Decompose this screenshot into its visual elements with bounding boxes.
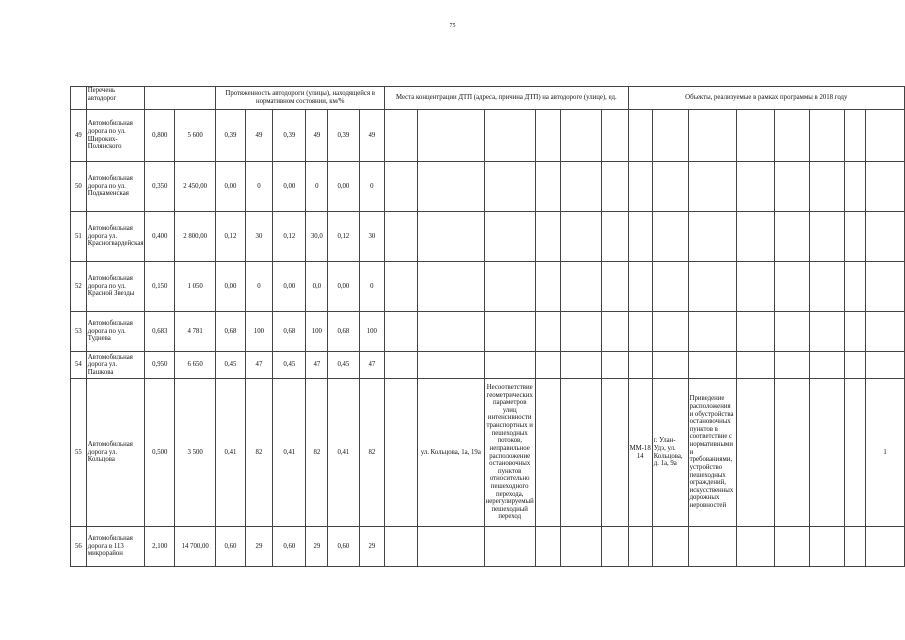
cell-empty <box>601 110 628 162</box>
cell-empty <box>560 162 601 212</box>
cell-empty <box>535 352 560 379</box>
cell-empty <box>844 212 865 262</box>
table-row <box>71 110 905 162</box>
cell-obj-addr <box>652 162 688 212</box>
cell-empty <box>560 527 601 567</box>
cell-obj-count <box>866 352 905 379</box>
cell-c6: 49 <box>359 110 385 162</box>
cell-obj-desc <box>688 352 736 379</box>
cell-empty <box>560 312 601 352</box>
cell-name: Автомобильная дорога в 113 микрорайон <box>86 527 145 567</box>
header-row <box>71 87 905 110</box>
cell-name: Автомобильная дорога ул. Красногвардейская <box>86 212 145 262</box>
cell-acc-addr <box>417 212 484 262</box>
cell-acc-reason <box>484 212 535 262</box>
cell-empty <box>385 352 418 379</box>
cell-obj-addr <box>652 352 688 379</box>
cell-c4: 0,0 <box>306 262 328 312</box>
cell-empty <box>560 262 601 312</box>
cell-c1: 0,39 <box>216 110 245 162</box>
cell-empty <box>736 212 775 262</box>
cell-empty <box>844 312 865 352</box>
cell-empty <box>385 379 418 527</box>
cell-c6: 29 <box>359 527 385 567</box>
cell-empty <box>844 352 865 379</box>
cell-empty <box>775 379 810 527</box>
cell-c1: 0,00 <box>216 162 245 212</box>
cell-empty <box>385 110 418 162</box>
cell-empty <box>736 312 775 352</box>
cell-empty <box>775 312 810 352</box>
cell-empty <box>775 527 810 567</box>
cell-empty <box>844 527 865 567</box>
cell-c2: 30 <box>245 212 272 262</box>
table-row <box>71 212 905 262</box>
cell-c5: 0,68 <box>328 312 359 352</box>
cell-acc-reason: Несоответствие геометрических параметров улиц интенсивности транспортных и пешеходных потоков, неправильное расположение остановочных пунктов относительно пешеходного перехода, нерегулируемый пешеходный переход <box>484 379 535 527</box>
cell-empty <box>601 312 628 352</box>
cell-len: 0,500 <box>145 379 175 527</box>
cell-acc-reason <box>484 312 535 352</box>
cell-c2: 29 <box>245 527 272 567</box>
cell-len: 0,400 <box>145 212 175 262</box>
cell-obj-desc <box>688 527 736 567</box>
cell-empty <box>535 110 560 162</box>
cell-empty <box>775 110 810 162</box>
cell-acc-addr <box>417 312 484 352</box>
cell-len: 0,150 <box>145 262 175 312</box>
cell-empty <box>535 527 560 567</box>
list-title: Перечень автодорог <box>86 87 145 110</box>
cell-empty <box>535 212 560 262</box>
cell-obj-addr <box>652 527 688 567</box>
cell-empty <box>809 110 844 162</box>
cell-len: 0,950 <box>145 352 175 379</box>
cell-c6: 82 <box>359 379 385 527</box>
cell-num: 53 <box>71 312 87 352</box>
cell-empty <box>775 162 810 212</box>
cell-c1: 0,68 <box>216 312 245 352</box>
cell-name: Автомобильная дорога ул. Пашкова <box>86 352 145 379</box>
cell-c3: 0,60 <box>273 527 306 567</box>
cell-obj-count: 1 <box>866 379 905 527</box>
table-row <box>71 262 905 312</box>
cell-obj-code <box>628 162 652 212</box>
cell-acc-reason <box>484 162 535 212</box>
cell-obj-desc <box>688 212 736 262</box>
cell-obj-count <box>866 312 905 352</box>
cell-empty <box>601 162 628 212</box>
cell-acc-reason <box>484 352 535 379</box>
cell-num: 49 <box>71 110 87 162</box>
cell-acc-addr <box>417 527 484 567</box>
cell-obj-code <box>628 110 652 162</box>
cell-c5: 0,45 <box>328 352 359 379</box>
cell-num: 51 <box>71 212 87 262</box>
cell-acc-addr <box>417 262 484 312</box>
cell-empty <box>601 379 628 527</box>
cell-obj-addr <box>652 312 688 352</box>
objects-title: Объекты, реализуемые в рамках программы в 2018 году <box>628 87 904 110</box>
cell-empty <box>535 262 560 312</box>
cell-obj-code <box>628 527 652 567</box>
cell-empty <box>385 162 418 212</box>
cell-obj-addr: г. Улан-Удэ, ул. Кольцова, д. 1а, 9а <box>652 379 688 527</box>
cell-obj-desc <box>688 162 736 212</box>
cell-empty <box>601 262 628 312</box>
cell-c5: 0,60 <box>328 527 359 567</box>
cell-empty <box>736 379 775 527</box>
cell-obj-code <box>628 312 652 352</box>
cell-empty <box>775 262 810 312</box>
cell-c3: 0,39 <box>273 110 306 162</box>
cell-num: 55 <box>71 379 87 527</box>
cell-area: 5 600 <box>175 110 216 162</box>
cell-area: 2 450,00 <box>175 162 216 212</box>
cell-c3: 0,00 <box>273 262 306 312</box>
page-number: 75 <box>449 23 456 29</box>
cell-obj-desc: Приведение расположения и обустройства остановочных пунктов в соответствие с нормативными и требованиями, устройство пешеходных ограждений, искусственных дорожных неровностей <box>688 379 736 527</box>
cell-acc-addr <box>417 162 484 212</box>
cell-empty <box>736 352 775 379</box>
cell-empty <box>385 527 418 567</box>
cell-len: 0,683 <box>145 312 175 352</box>
cell-obj-code: ММ-18 14 <box>628 379 652 527</box>
cell-empty <box>560 110 601 162</box>
table-row <box>71 352 905 379</box>
cell-num: 52 <box>71 262 87 312</box>
cell-name: Автомобильная дорога ул. Кольцова <box>86 379 145 527</box>
cell-c6: 30 <box>359 212 385 262</box>
cell-c3: 0,41 <box>273 379 306 527</box>
cell-c4: 0 <box>306 162 328 212</box>
accidents-title: Места концентрации ДТП (адреса, причина ДТП) на автодороге (улице), ед. <box>385 87 628 110</box>
cell-obj-code <box>628 352 652 379</box>
cell-c4: 47 <box>306 352 328 379</box>
cell-empty <box>844 379 865 527</box>
cell-c6: 0 <box>359 162 385 212</box>
cell-obj-addr <box>652 212 688 262</box>
cell-num: 50 <box>71 162 87 212</box>
cell-obj-count <box>866 262 905 312</box>
cell-empty <box>385 262 418 312</box>
cell-area: 3 500 <box>175 379 216 527</box>
cell-empty <box>809 162 844 212</box>
roads-table <box>70 86 905 567</box>
cell-empty <box>535 312 560 352</box>
cell-empty <box>775 212 810 262</box>
cell-c3: 0,00 <box>273 162 306 212</box>
cell-c6: 0 <box>359 262 385 312</box>
cell-area: 6 650 <box>175 352 216 379</box>
cell-obj-code <box>628 262 652 312</box>
cell-c2: 49 <box>245 110 272 162</box>
cell-c1: 0,12 <box>216 212 245 262</box>
cell-c1: 0,00 <box>216 262 245 312</box>
cell-empty <box>809 379 844 527</box>
cell-len: 0,350 <box>145 162 175 212</box>
cell-c2: 0 <box>245 162 272 212</box>
cell-empty <box>385 312 418 352</box>
cell-c6: 100 <box>359 312 385 352</box>
cell-area: 1 050 <box>175 262 216 312</box>
cell-c2: 0 <box>245 262 272 312</box>
cell-obj-desc <box>688 312 736 352</box>
cell-obj-count <box>866 110 905 162</box>
cell-acc-addr <box>417 352 484 379</box>
cell-c3: 0,12 <box>273 212 306 262</box>
cell-c3: 0,68 <box>273 312 306 352</box>
cell-acc-reason <box>484 262 535 312</box>
cell-c4: 49 <box>306 110 328 162</box>
cell-area: 2 800,00 <box>175 212 216 262</box>
cell-name: Автомобильная дорога по ул. Подкаменская <box>86 162 145 212</box>
cell-len: 2,100 <box>145 527 175 567</box>
cell-empty <box>844 110 865 162</box>
cell-empty <box>601 212 628 262</box>
table-row <box>71 379 905 527</box>
cell-empty <box>736 110 775 162</box>
cell-c4: 82 <box>306 379 328 527</box>
length-title: Протяженность автодороги (улицы), находящейся в нормативном состоянии, км/% <box>216 87 385 110</box>
cell-c3: 0,45 <box>273 352 306 379</box>
cell-c4: 30,0 <box>306 212 328 262</box>
cell-acc-addr: ул. Кольцова, 1а, 19а <box>417 379 484 527</box>
cell-empty <box>560 379 601 527</box>
cell-empty <box>844 162 865 212</box>
cell-acc-reason <box>484 110 535 162</box>
cell-c2: 82 <box>245 379 272 527</box>
table-row <box>71 527 905 567</box>
cell-acc-reason <box>484 527 535 567</box>
cell-empty <box>736 262 775 312</box>
cell-empty <box>809 352 844 379</box>
cell-obj-count <box>866 527 905 567</box>
cell-empty <box>535 379 560 527</box>
cell-obj-addr <box>652 262 688 312</box>
cell-area: 4 781 <box>175 312 216 352</box>
table-row <box>71 312 905 352</box>
cell-c6: 47 <box>359 352 385 379</box>
cell-empty <box>809 527 844 567</box>
cell-obj-count <box>866 162 905 212</box>
cell-empty <box>560 212 601 262</box>
cell-name: Автомобильная дорога по ул. Красной Звезды <box>86 262 145 312</box>
cell-empty <box>736 527 775 567</box>
cell-empty <box>385 212 418 262</box>
cell-empty <box>601 527 628 567</box>
cell-empty <box>560 352 601 379</box>
cell-empty <box>601 352 628 379</box>
cell-c5: 0,00 <box>328 162 359 212</box>
cell-obj-code <box>628 212 652 262</box>
cell-name: Автомобильная дорога по ул. Туднева <box>86 312 145 352</box>
cell-obj-desc <box>688 262 736 312</box>
cell-empty <box>844 262 865 312</box>
cell-empty <box>809 312 844 352</box>
cell-empty <box>775 352 810 379</box>
cell-c2: 47 <box>245 352 272 379</box>
cell-c5: 0,12 <box>328 212 359 262</box>
cell-c2: 100 <box>245 312 272 352</box>
cell-empty <box>535 162 560 212</box>
cell-name: Автомобильная дорога по ул. Широких-Полянского <box>86 110 145 162</box>
cell-acc-addr <box>417 110 484 162</box>
table-body <box>71 110 905 567</box>
cell-empty <box>809 212 844 262</box>
cell-c1: 0,41 <box>216 379 245 527</box>
cell-c5: 0,39 <box>328 110 359 162</box>
cell-c4: 100 <box>306 312 328 352</box>
cell-c5: 0,00 <box>328 262 359 312</box>
cell-area: 14 700,00 <box>175 527 216 567</box>
cell-empty <box>809 262 844 312</box>
cell-c1: 0,60 <box>216 527 245 567</box>
cell-c5: 0,41 <box>328 379 359 527</box>
table-row <box>71 162 905 212</box>
cell-num: 56 <box>71 527 87 567</box>
cell-num: 54 <box>71 352 87 379</box>
cell-c4: 29 <box>306 527 328 567</box>
cell-empty <box>736 162 775 212</box>
cell-obj-count <box>866 212 905 262</box>
cell-len: 0,800 <box>145 110 175 162</box>
cell-c1: 0,45 <box>216 352 245 379</box>
cell-obj-addr <box>652 110 688 162</box>
cell-obj-desc <box>688 110 736 162</box>
